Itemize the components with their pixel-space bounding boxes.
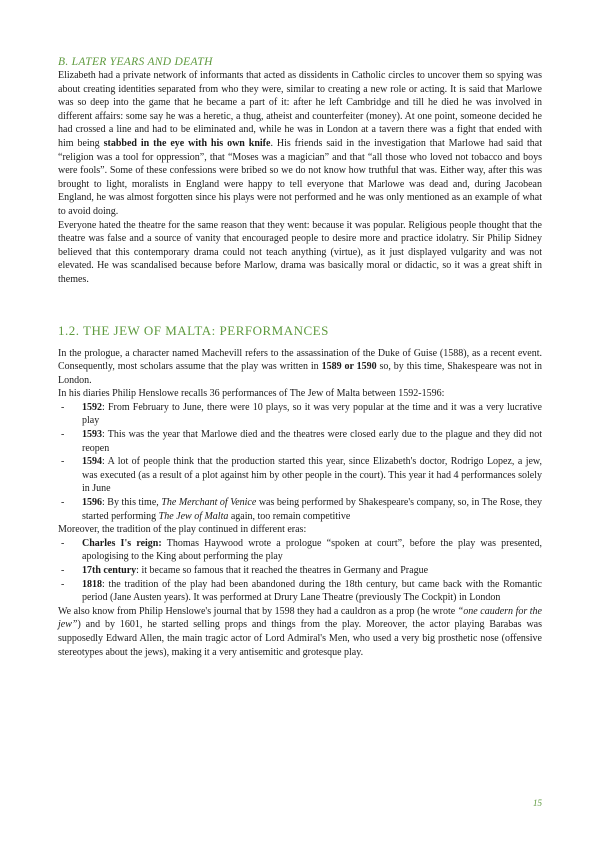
list-item: - 17th century: it became so famous that it reached the theatres in Germany and Prague [58,564,542,578]
paragraph-informants: Elizabeth had a private network of informants that acted as dissidents in Catholic circles to uncover them so spying was about creating identities separated from who they were, similar to creating a new role or acting. It is said that Marlowe was so deep into the game that he became a part of it: after he left Cambridge and till he died he was involved in different affairs: some say he was a heretic, a thug, atheist and counterfeiter (money). At one point, someone decided he had crossed a line and had to be eliminated and, while he was in London at a tavern there was a fight that ended with him being stabbed in the eye with his own knife. His friends said in the investigation that Marlowe had said that “religion was a tool for oppression”, that “Moses was a magician” and that “all those who loved not tobacco and boys were fools”. Some of these confessions were bribed so we do not know how truthful that was. Either way, after this was brought to light, moralists in England were happy to tell everyone that Marlowe was dead and, during Jacobean England, he was almost forgotten since his plays were not performed and he was only mentioned as an example of what to avoid doing. [58,70,543,217]
paragraph-henslowe: In his diaries Philip Henslowe recalls 36 performances of The Jew of Malta between 1592-1596: [58,388,445,400]
page-number: 15 [533,798,542,808]
paragraph-theatre-hated: Everyone hated the theatre for the same reason that they went: because it was popular. Religious people thought that the theatre was false and a source of vanity that encouraged people to desire more and practice idolatry. Sir Philip Sidney believed that this contemporary drama could not teach anything (virtue), as it just displayed vulgarity and was not elevated. He was scandalised because before Marlow, drama was basically moral or didactic, so it was a great shift in themes. [58,219,542,285]
emphasis-date: 1589 or 1590 [321,361,377,373]
list-item: - 1596: By this time, The Merchant of Venice was being performed by Shakespeare's company, so, in The Rose, they started performing The Jew of Malta again, too remain competitive [58,496,542,523]
quote-caudern: “one caudern for the jew” [58,605,542,631]
paragraph-eras: Moreover, the tradition of the play continued in different eras: [58,524,307,536]
list-item: - 1592: From February to June, there were 10 plays, so it was very popular at the time and it was a very lucrative play [58,401,542,428]
document-page [58,56,542,659]
list-item: - Charles I's reign: Thomas Haywood wrote a prologue “spoken at court”, before the play was presented, apologising to the King about performing the play [58,537,542,564]
section-heading-later-years: B. LATER YEARS AND DEATH [58,56,213,68]
section-heading-jew-of-malta: 1.2. THE JEW OF MALTA: PERFORMANCES [58,322,329,338]
eras-list [58,537,542,605]
emphasis-stabbed: stabbed in the eye with his own knife [103,137,271,149]
paragraph-prologue: In the prologue, a character named Machevill refers to the assassination of the Duke of Guise (1588), as a recent event. Consequently, most scholars assume that the play was written in 1589 or 1590 so, by this time, Shakespeare was not in London. [58,347,542,386]
paragraph-cauldron: We also know from Philip Henslowe's journal that by 1598 they had a cauldron as a prop (he wrote “one caudern for the jew”) and by 1601, he started selling props and things from the play. Moreover, the actor playing Barabas was supposedly Edward Allen, the main tragic actor of Lord Admiral's Men, who used a very big prosthetic nose (offensive stereotypes about the jews), making it a very antisemitic and grotesque play. [58,605,542,658]
list-item: - 1593: This was the year that Marlowe died and the theatres were closed early due to the plague and they did not reopen [58,428,542,455]
performances-list [58,401,542,523]
list-item: - 1818: the tradition of the play had been abandoned during the 18th century, but came back with the Romantic period (Jane Austen years). It was performed at Drury Lane Theatre (previously The Cockpit) in London [58,578,542,605]
list-item: - 1594: A lot of people think that the production started this year, since Elizabeth's doctor, Rodrigo Lopez, a jew, was executed (as a result of a plot against him by other people in the court). This year it had 4 performances solely in June [58,455,542,496]
